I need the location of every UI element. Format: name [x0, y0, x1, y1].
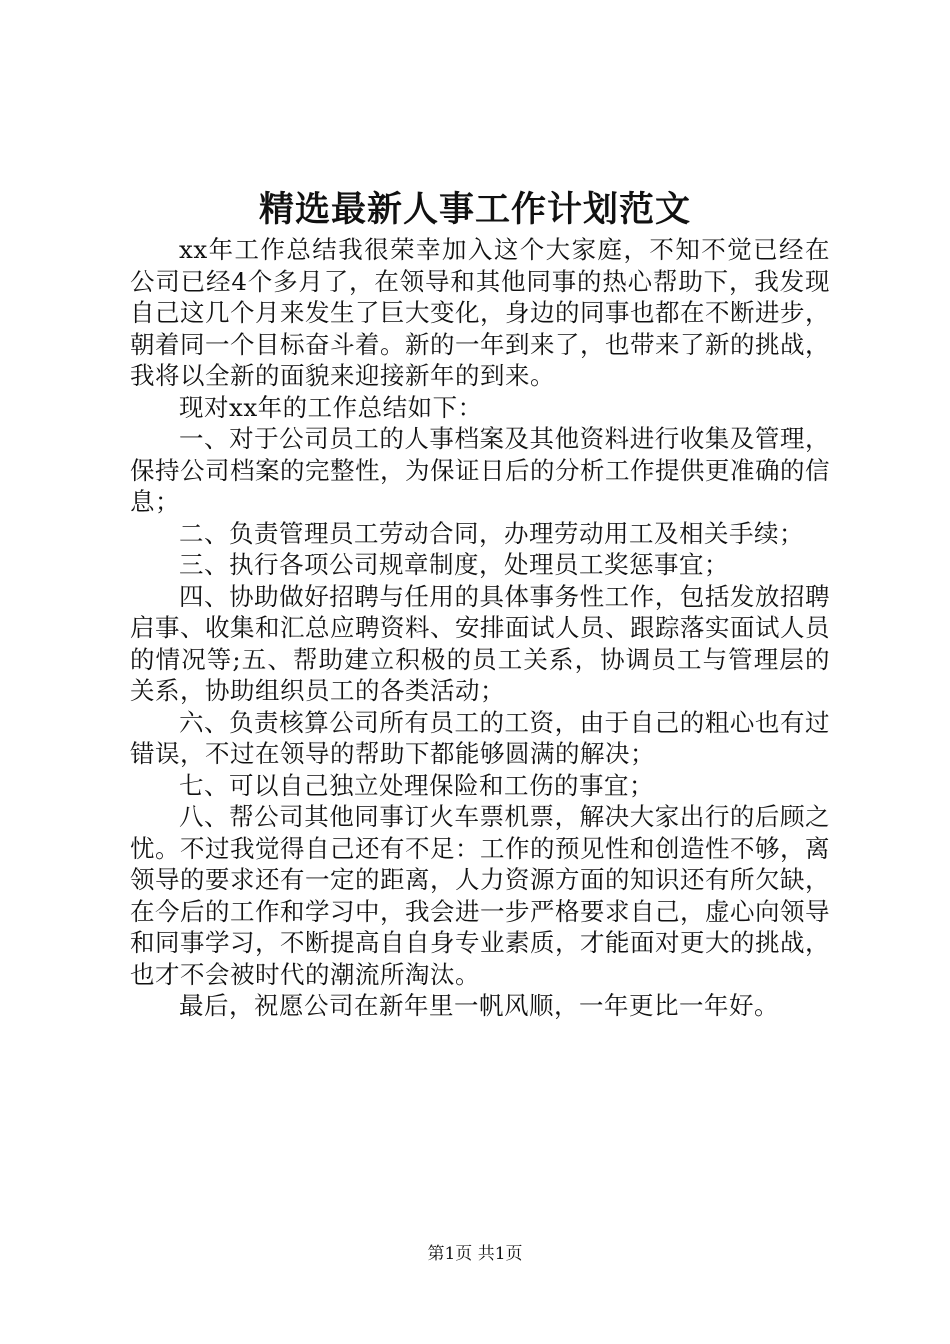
- paragraph-item-8: 八、帮公司其他同事订火车票机票，解决大家出行的后顾之忧。不过我觉得自己还有不足：工作的预见性和创造性不够，离领导的要求还有一定的距离，人力资源方面的知识还有所欠缺，在今后的工作和学习中，我会进一步严格要求自己，虚心向领导和同事学习，不断提高自自身专业素质，才能面对更大的挑战，也才不会被时代的潮流所淘汰。: [130, 802, 830, 989]
- document-title: 精选最新人事工作计划范文: [258, 189, 691, 230]
- paragraph-item-2: 二、负责管理员工劳动合同，办理劳动用工及相关手续；: [179, 518, 804, 548]
- paragraph-item-4-5: 四、协助做好招聘与任用的具体事务性工作，包括发放招聘启事、收集和汇总应聘资料、安排面试人员、跟踪落实面试人员的情况等;五、帮助建立积极的员工关系，协调员工与管理层的关系，协助组织员工的各类活动；: [130, 581, 830, 705]
- paragraph-item-6: 六、负责核算公司所有员工的工资，由于自己的粗心也有过错误，不过在领导的帮助下都能够圆满的解决；: [130, 707, 830, 768]
- paragraph-intro: xx年工作总结我很荣幸加入这个大家庭，不知不觉已经在公司已经4个多月了，在领导和其他同事的热心帮助下，我发现自己这几个月来发生了巨大变化，身边的同事也都在不断进步，朝着同一个目标奋斗着。新的一年到来了，也带来了新的挑战，我将以全新的面貌来迎接新年的到来。: [130, 235, 830, 390]
- paragraph-item-1: 一、对于公司员工的人事档案及其他资料进行收集及管理，保持公司档案的完整性，为保证日后的分析工作提供更准确的信息；: [130, 424, 830, 516]
- paragraph-closing: 最后，祝愿公司在新年里一帆风顺，一年更比一年好。: [179, 991, 779, 1020]
- document-body: [130, 234, 830, 1022]
- page-footer: 第1页 共1页: [427, 1244, 523, 1264]
- paragraph-item-3: 三、执行各项公司规章制度，处理员工奖惩事宜；: [179, 550, 729, 579]
- paragraph-item-7: 七、可以自己独立处理保险和工伤的事宜；: [179, 770, 654, 800]
- paragraph-summary-lead: 现对xx年的工作总结如下：: [179, 392, 483, 422]
